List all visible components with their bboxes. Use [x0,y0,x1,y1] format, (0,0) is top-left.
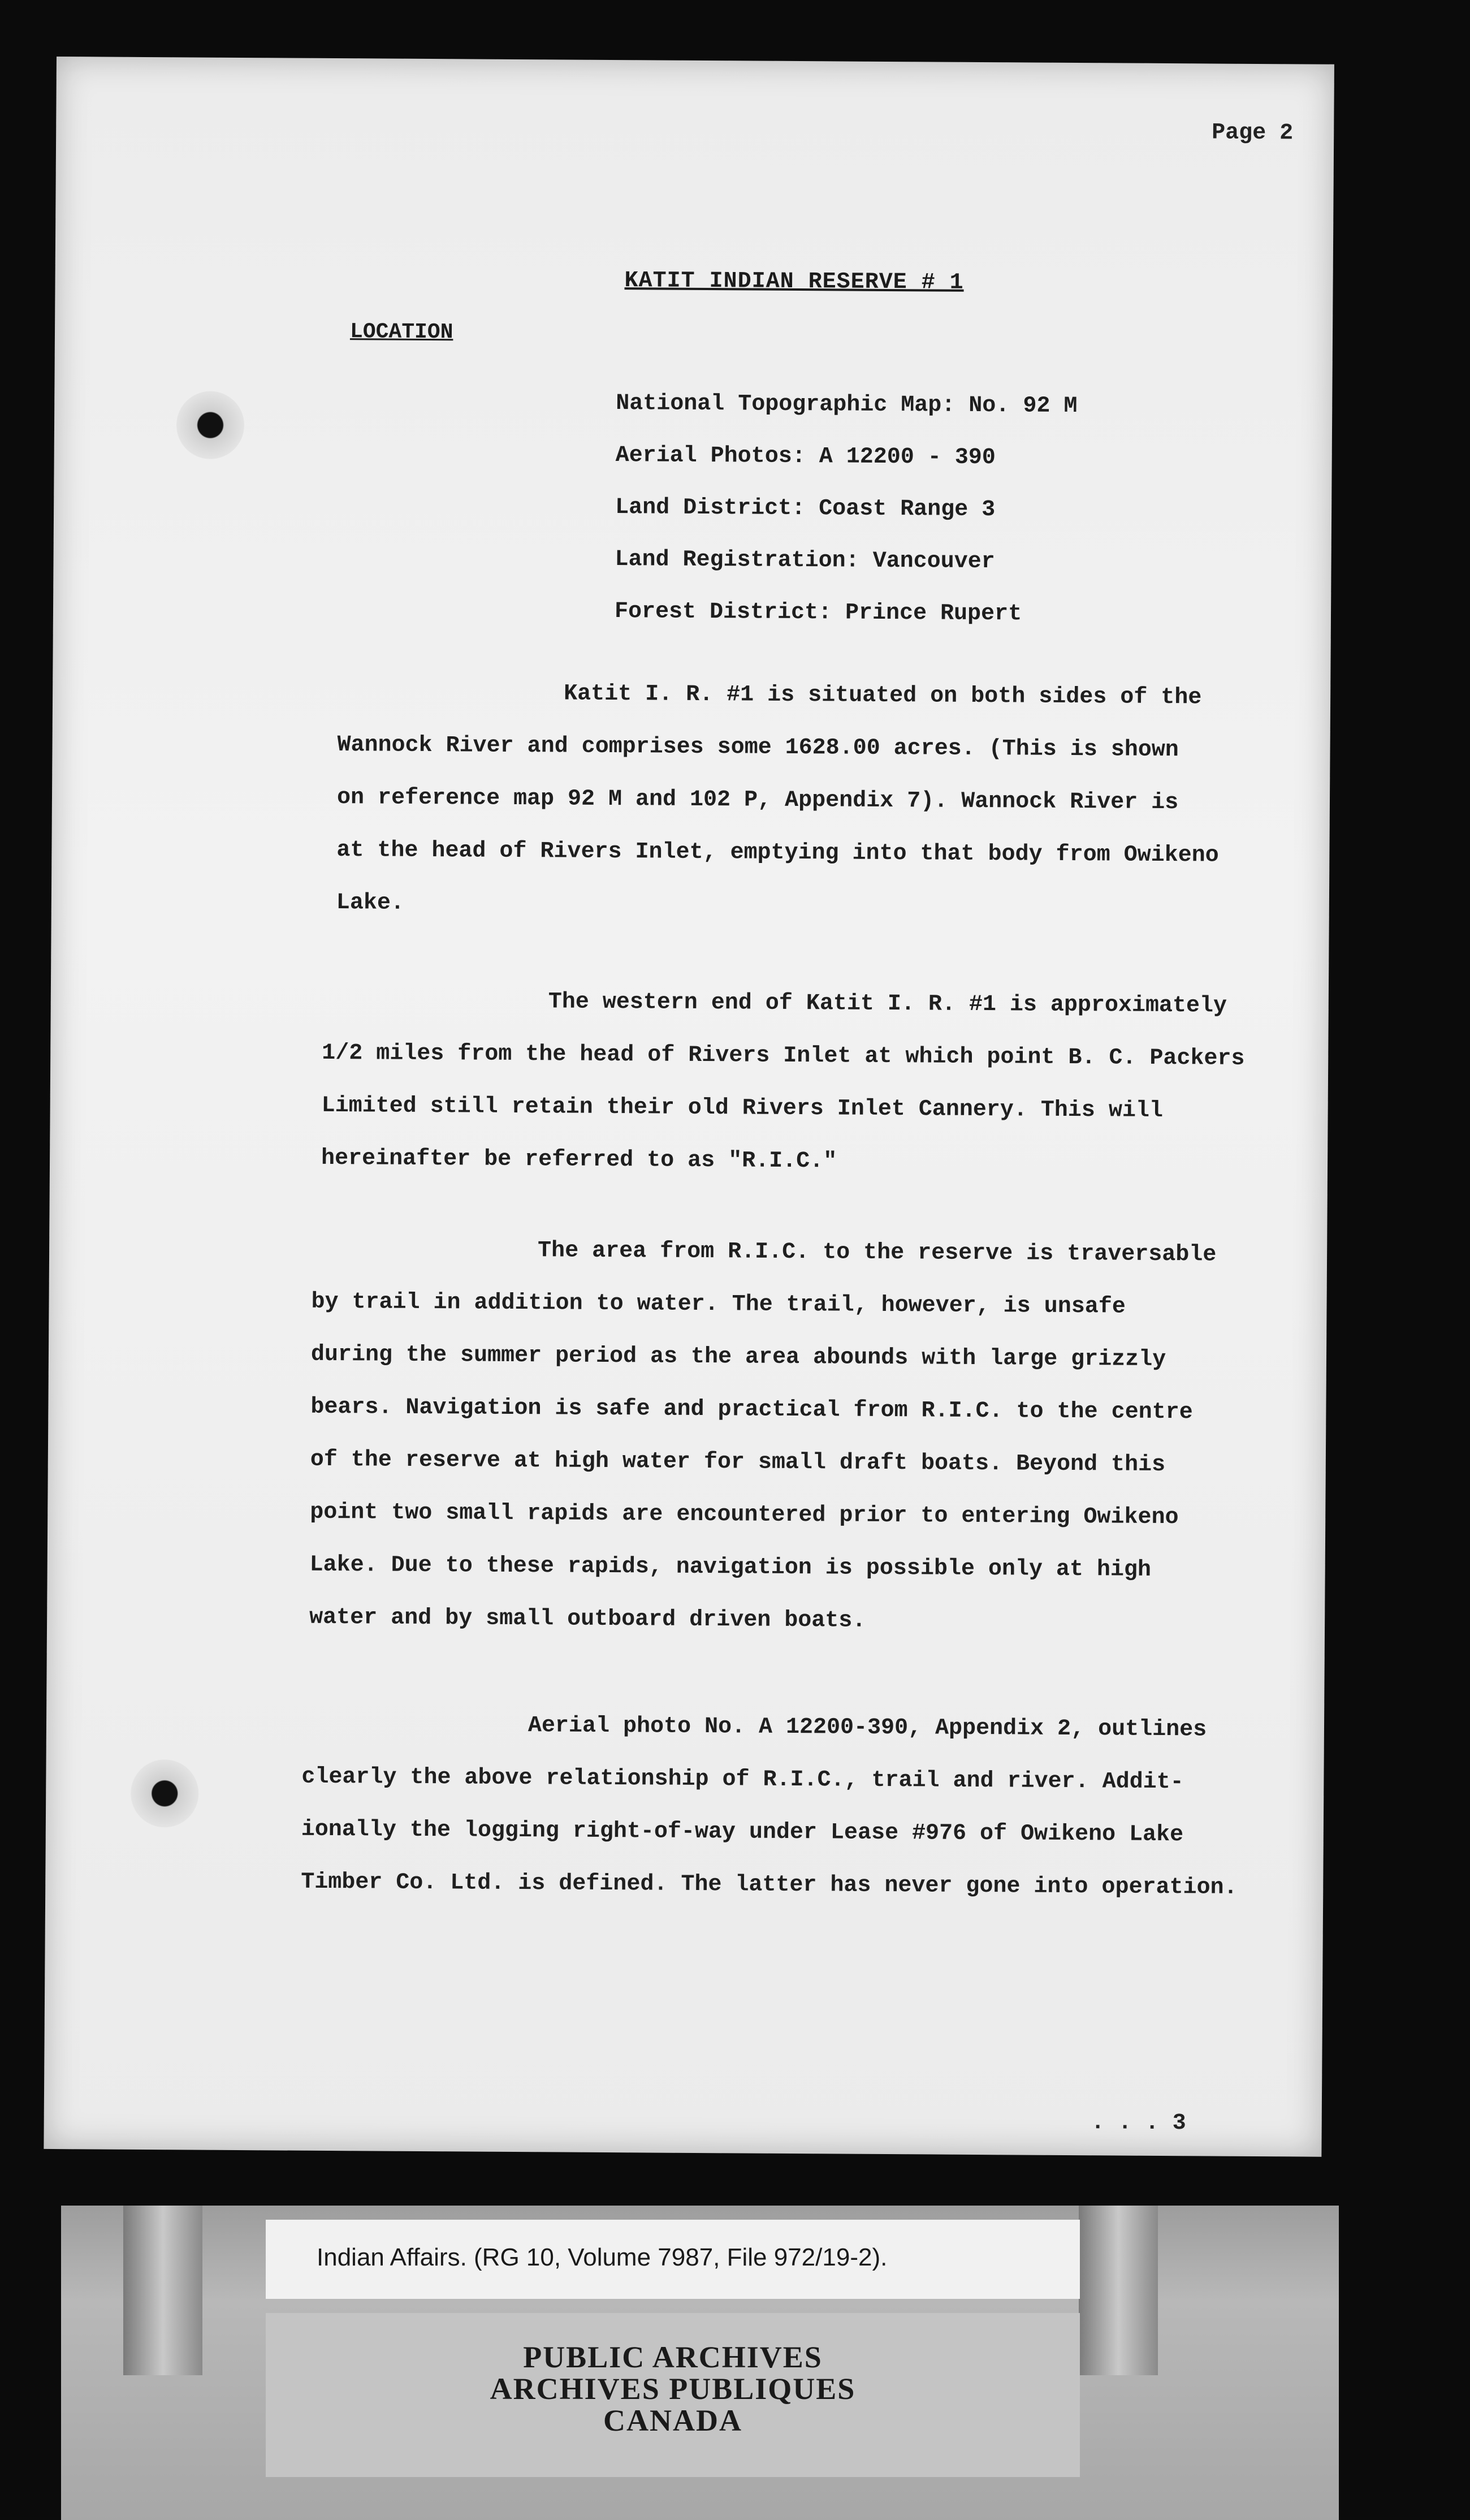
paragraph-3 [309,1223,1217,1650]
paragraph-line: water and by small outboard driven boats. [309,1604,866,1634]
detail-land-registration: Land Registration: Vancouver [615,547,995,575]
document-page [44,57,1334,2157]
stamp-line-country: CANADA [603,2404,742,2437]
paragraph-line: by trail in addition to water. The trail, however, is unsafe [311,1289,1126,1320]
paragraph-line: 1/2 miles from the head of Rivers Inlet at which point B. C. Packers [322,1040,1245,1072]
stamp-line-en: PUBLIC ARCHIVES [523,2340,823,2374]
paragraph-line: on reference map 92 M and 102 P, Appendix 7). Wannock River is [336,785,1179,816]
paragraph-1 [336,666,1220,935]
stamp-line-fr: ARCHIVES PUBLIQUES [490,2372,856,2406]
backing-edge-right [1079,2206,1158,2375]
backing-edge-left [123,2206,202,2375]
detail-land-district: Land District: Coast Range 3 [615,495,996,523]
paragraph-line: ionally the logging right-of-way under Lease #976 of Owikeno Lake [301,1816,1184,1848]
paragraph-line: Aerial photo No. A 12200-390, Appendix 2, outlines [528,1713,1207,1743]
paragraph-line: of the reserve at high water for small draft boats. Beyond this [310,1447,1166,1478]
paragraph-line: Limited still retain their old Rivers Inlet Cannery. This will [321,1093,1164,1124]
page-number: Page 2 [1212,120,1294,146]
punch-hole-bottom [131,1759,199,1828]
paragraph-line: point two small rapids are encountered prior to entering Owikeno [310,1499,1179,1531]
paragraph-line: hereinafter be referred to as "R.I.C." [321,1145,837,1175]
continuation-marker: . . . 3 [1091,2110,1186,2137]
paragraph-line: The western end of Katit I. R. #1 is approximately [548,989,1227,1019]
paragraph-line: during the summer period as the area abounds with large grizzly [310,1341,1166,1373]
paragraph-line: bears. Navigation is safe and practical from R.I.C. to the centre [310,1394,1193,1426]
archive-stamp [266,2313,1080,2477]
detail-aerial-photos: Aerial Photos: A 12200 - 390 [615,443,996,471]
paragraph-line: Lake. Due to these rapids, navigation is possible only at high [309,1552,1152,1583]
paragraph-line: clearly the above relationship of R.I.C., trail and river. Addit- [301,1764,1184,1796]
location-details [615,391,1078,654]
detail-topographic-map: National Topographic Map: No. 92 M [616,391,1078,420]
punch-hole-top [176,391,245,459]
paragraph-line: The area from R.I.C. to the reserve is traversable [537,1238,1217,1268]
paragraph-4 [301,1698,1239,1914]
paragraph-line: at the head of Rivers Inlet, emptying into that body from Owikeno [336,838,1219,869]
paragraph-line: Lake. [336,890,405,916]
section-heading: LOCATION [349,320,453,345]
paragraph-line: Katit I. R. #1 is situated on both sides of the [563,681,1202,711]
document-title: KATIT INDIAN RESERVE # 1 [624,268,964,296]
detail-forest-district: Forest District: Prince Rupert [614,599,1022,627]
paragraph-2 [321,974,1246,1190]
paragraph-line: Wannock River and comprises some 1628.00 acres. (This is shown [337,732,1179,763]
archive-reference-label: Indian Affairs. (RG 10, Volume 7987, File 972/19-2). [266,2220,1080,2299]
paragraph-line: Timber Co. Ltd. is defined. The latter has never gone into operation. [301,1869,1238,1901]
